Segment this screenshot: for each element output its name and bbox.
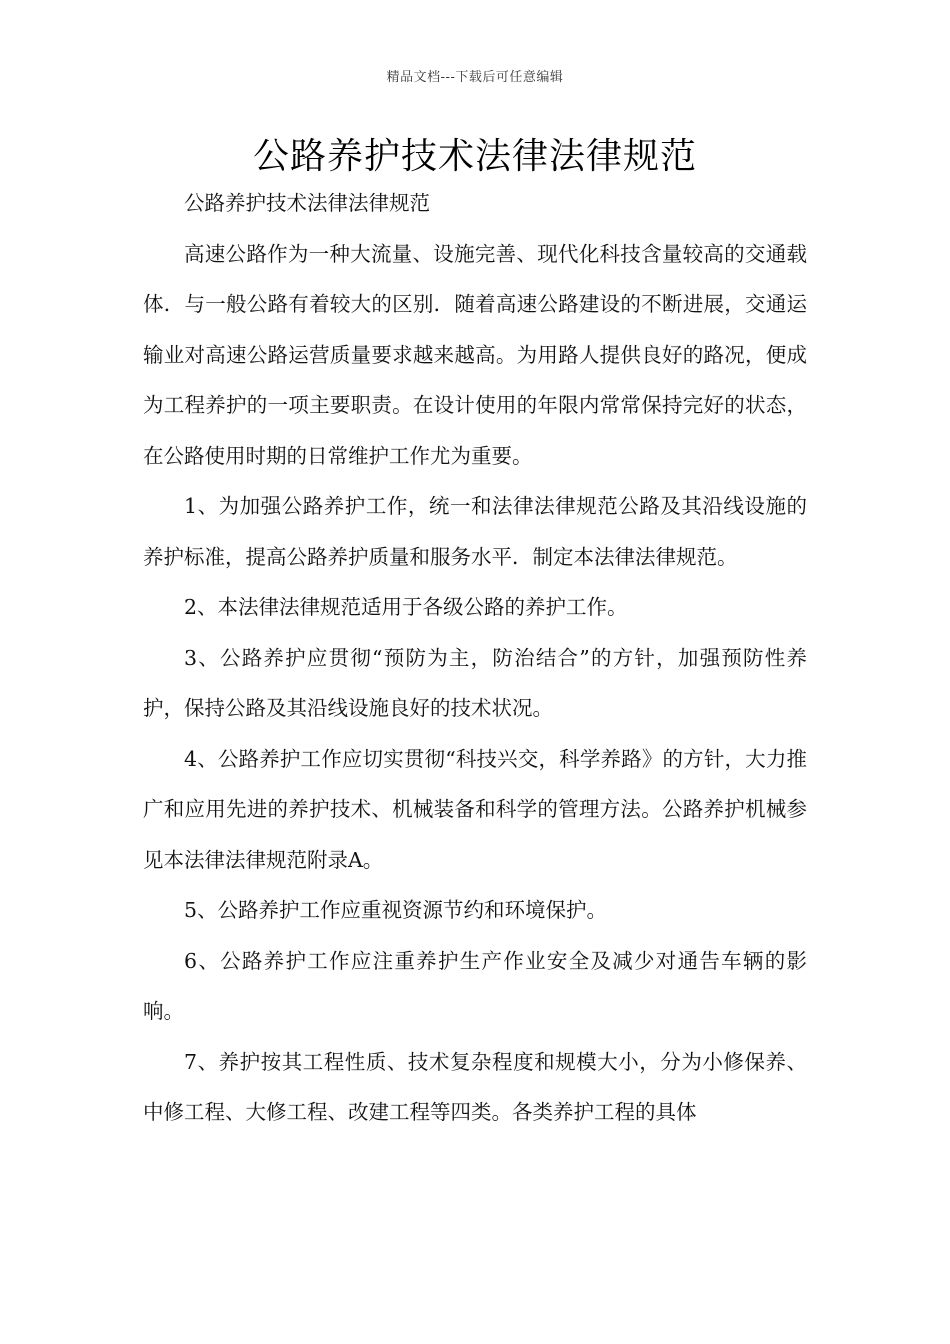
paragraph-subtitle: 公路养护技术法律法律规范	[184, 191, 430, 215]
paragraph-item-6: 6、公路养护工作应注重养护生产作业安全及减少对通告车辆的影响。	[143, 948, 807, 1023]
document-body	[143, 178, 807, 1138]
paragraph-item-2: 2、本法律法律规范适用于各级公路的养护工作。	[184, 595, 628, 619]
document-title: 公路养护技术法律法律规范	[252, 136, 697, 177]
paragraph-item-7: 7、养护按其工程性质、技术复杂程度和规模大小，分为小修保养、中修工程、大修工程、改建工程等四类。各类养护工程的具体	[143, 1049, 807, 1124]
paragraph-item-4: 4、公路养护工作应切实贯彻“科技兴交，科学养路》的方针，大力推广和应用先进的养护技术、机械装备和科学的管理方法。公路养护机械参见本法律法律规范附录A。	[143, 746, 807, 872]
paragraph-item-3: 3、公路养护应贯彻“预防为主，防治结合”的方针，加强预防性养护，保持公路及其沿线设施良好的技术状况。	[143, 645, 807, 720]
paragraph-item-5: 5、公路养护工作应重视资源节约和环境保护。	[184, 898, 608, 922]
paragraph-intro: 高速公路作为一种大流量、设施完善、现代化科技含量较高的交通载体．与一般公路有着较大的区别．随着高速公路建设的不断进展，交通运输业对高速公路运营质量要求越来越高。为用路人提供良好的路况，便成为工程养护的一项主要职责。在设计使用的年限内常常保持完好的状态，在公路使用时期的日常维护工作尤为重要。	[143, 241, 807, 468]
paragraph-item-1: 1、为加强公路养护工作，统一和法律法律规范公路及其沿线设施的养护标准，提高公路养护质量和服务水平．制定本法律法律规范。	[143, 494, 807, 569]
header-note: 精品文档---下载后可任意编辑	[386, 70, 564, 85]
